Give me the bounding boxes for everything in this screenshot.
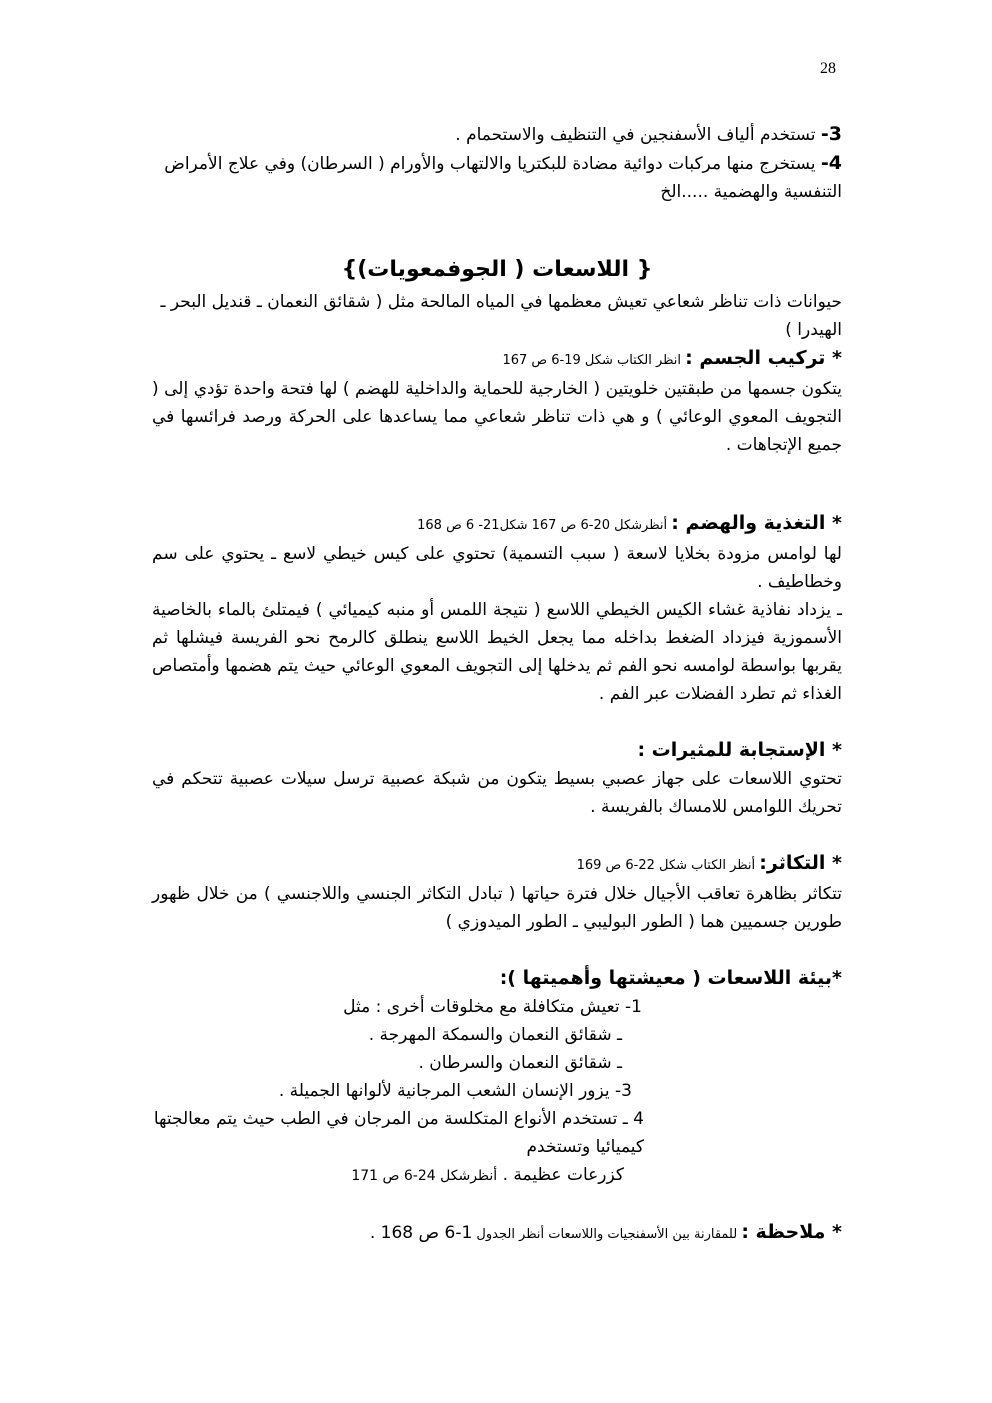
item-number: 3- (820, 123, 842, 145)
reproduction-heading-line (152, 849, 842, 880)
definition-paragraph: حيوانات ذات تناظر شعاعي تعيش معظمها في المياه المالحة مثل ( شقائق النعمان ـ قنديل البحر ـ الهيدرا ) (160, 292, 842, 340)
spacer (152, 936, 842, 964)
note-text: للمقارنة بين الأسفنجيات واللاسعات أنظر الجدول (472, 1227, 742, 1242)
spacer (152, 708, 842, 736)
environment-line-5: 4 ـ تستخدم الأنواع المتكلسة من المرجان في الطب حيث يتم معالجتها كيميائيا وتستخدم (153, 1109, 644, 1157)
nutrition-heading-line (152, 509, 842, 540)
environment-line-2: ـ شقائق النعمان والسمكة المهرجة . (368, 1025, 622, 1045)
environment-line-6-text: كزرعات عظيمة . (497, 1165, 624, 1185)
intro-item-4 (152, 149, 842, 206)
body-structure-heading-line (152, 344, 842, 375)
environment-line-3: ـ شقائق النعمان والسرطان . (418, 1053, 622, 1073)
response-heading-line (152, 736, 842, 765)
nutrition-ref: أنظرشكل 20-6 ص 167 شكل21- 6 ص 168 (417, 518, 672, 533)
item-text: يستخرج منها مركبات دوائية مضادة للبكتريا والالتهاب والأورام ( السرطان) وفي علاج الأمراض التنفسية والهضمية .....الخ (164, 154, 842, 202)
intro-item-3 (152, 120, 842, 149)
section-title: { اللاسعات ( الجوفمعويات)} (341, 257, 653, 282)
environment-line-6-ref: أنظرشكل 24-6 ص 171 (351, 1168, 498, 1184)
body-structure-ref: انظر الكتاب شكل 19-6 ص 167 (502, 353, 686, 368)
response-heading: * الإستجابة للمثيرات : (637, 739, 842, 761)
spacer (152, 459, 842, 509)
nutrition-heading: * التغذية والهضم : (671, 512, 842, 534)
environment-line-6 (152, 1161, 842, 1190)
environment-heading: *بيئة اللاسعات ( معيشتها وأهميتها ): (499, 967, 842, 989)
note-heading: * ملاحظة : (741, 1221, 842, 1243)
note-line (152, 1218, 842, 1249)
reproduction-text: تتكاثر بظاهرة تعاقب الأجيال خلال فترة حياتها ( تبادل التكاثر الجنسي واللاجنسي ) من خلال ظهور طورين جسميين هما ( الطور البوليبي ـ الطور الميدوزي ) (152, 884, 842, 932)
reproduction-heading: * التكاثر: (759, 852, 842, 874)
environment-line-4: 3- يزور الإنسان الشعب المرجانية لألوانها الجميلة . (278, 1081, 632, 1101)
item-text: تستخدم ألياف الأسفنجين في التنظيف والاستحمام . (455, 125, 821, 145)
page-number: 28 (820, 60, 836, 77)
note-ref: 1-6 ص 168 . (369, 1223, 473, 1243)
spacer (152, 821, 842, 849)
spacer (152, 1190, 842, 1218)
body-structure-heading: * تركيب الجسم : (685, 347, 842, 369)
nutrition-text-2: ـ يزداد نفاذية غشاء الكيس الخيطي اللاسع ( نتيجة اللمس أو منبه كيميائي ) فيمتلئ بالماء بالخاصية الأسموزية فيزداد الضغط بداخله مما يجعل الخيط اللاسع ينطلق كالرمح نحو الفريسة فيشلها ثم يقربها بواسطة لوامسه نحو الفم ثم يدخلها إلى التجويف المعوي الوعائي حيث يتم هضمها وأمتصاص الغذاء ثم تطرد الفضلات عبر الفم . (152, 600, 842, 704)
spacer (152, 206, 842, 256)
reproduction-ref: أنظر الكتاب شكل 22-6 ص 169 (576, 858, 760, 873)
body-structure-text: يتكون جسمها من طبقتين خلويتين ( الخارجية للحماية والداخلية للهضم ) لها فتحة واحدة تؤدي إلى ( التجويف المعوي الوعائي ) و هي ذات تناظر شعاعي مما يساعدها على الحركة ورصد فرائسها في جميع الإتجاهات . (152, 379, 842, 455)
nutrition-text-1: لها لوامس مزودة بخلايا لاسعة ( سبب التسمية) تحتوي على كيس خيطي لاسع ـ يحتوي على سم وخطاطيف . (152, 544, 842, 592)
environment-line-1: 1- تعيش متكافلة مع مخلوقات أخرى : مثل (343, 997, 642, 1017)
environment-heading-line (152, 964, 842, 993)
item-number: 4- (820, 152, 842, 174)
document-body (152, 120, 842, 1249)
response-text: تحتوي اللاسعات على جهاز عصبي بسيط يتكون من شبكة عصبية ترسل سيلات عصبية تتحكم في تحريك اللوامس للامساك بالفريسة . (152, 769, 842, 817)
